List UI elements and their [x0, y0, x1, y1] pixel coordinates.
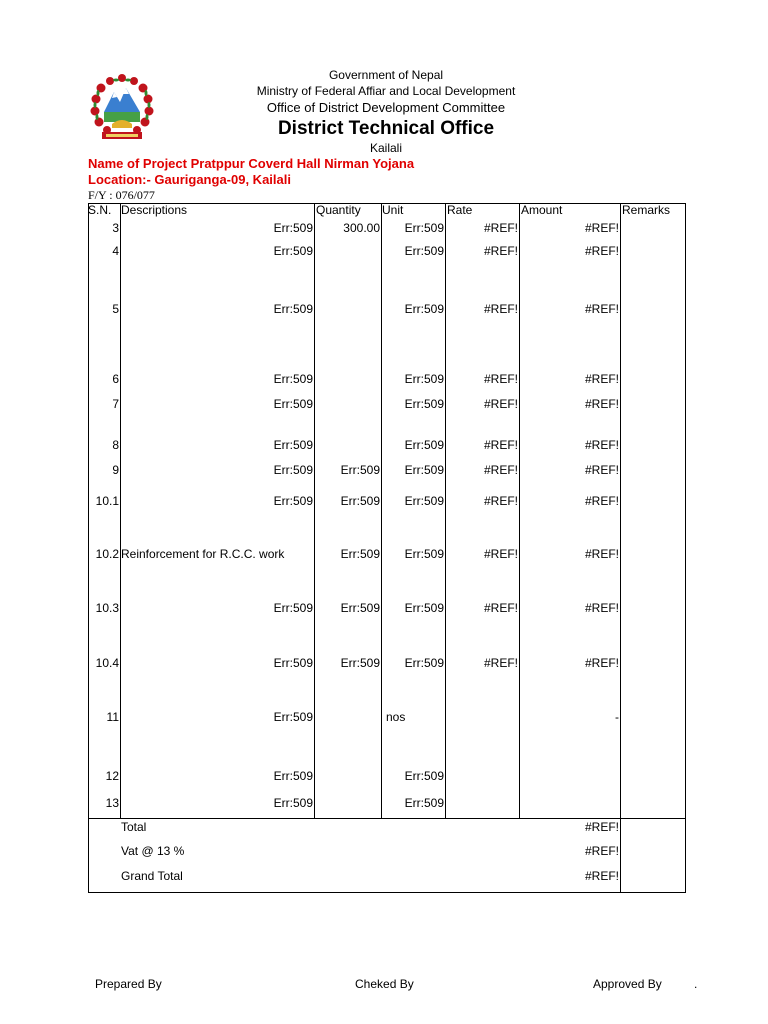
cell-quantity: Err:509 — [340, 547, 380, 561]
cell-sn: 6 — [112, 372, 119, 386]
cell-rate: #REF! — [483, 547, 518, 561]
summary-label: Vat @ 13 % — [121, 844, 185, 858]
office-line: Office of District Development Committee — [266, 100, 506, 115]
cell-rate: #REF! — [483, 601, 518, 615]
cell-sn: 10.1 — [95, 494, 119, 508]
cell-sn: 9 — [112, 463, 119, 477]
cell-unit: Err:509 — [404, 302, 444, 316]
cell-amount: #REF! — [584, 463, 619, 477]
col-header-quantity: Quantity — [316, 203, 361, 217]
cell-rate: #REF! — [483, 438, 518, 452]
cell-quantity: Err:509 — [340, 494, 380, 508]
cell-unit: Err:509 — [404, 372, 444, 386]
summary-amount: #REF! — [584, 869, 619, 883]
prepared-by-label: Prepared By — [95, 977, 162, 991]
cell-amount: #REF! — [584, 438, 619, 452]
summary-amount: #REF! — [584, 844, 619, 858]
checked-by-label: Cheked By — [355, 977, 414, 991]
cell-description: Err:509 — [273, 656, 313, 670]
cell-sn: 3 — [112, 221, 119, 235]
cell-description: Err:509 — [273, 221, 313, 235]
cell-unit: Err:509 — [404, 769, 444, 783]
col-header-remarks: Remarks — [622, 203, 671, 217]
cell-description: Err:509 — [273, 463, 313, 477]
cell-amount: #REF! — [584, 302, 619, 316]
cell-amount: #REF! — [584, 372, 619, 386]
cell-amount: - — [615, 710, 619, 724]
cell-rate: #REF! — [483, 656, 518, 670]
cell-quantity: Err:509 — [340, 463, 380, 477]
cell-amount: #REF! — [584, 494, 619, 508]
cell-quantity: 300.00 — [343, 221, 380, 235]
col-header-amount: Amount — [521, 203, 563, 217]
approved-by-label: Approved By — [593, 977, 662, 991]
cell-unit: Err:509 — [404, 438, 444, 452]
col-header-rate: Rate — [447, 203, 473, 217]
cell-description: Err:509 — [273, 601, 313, 615]
cell-description: Err:509 — [273, 438, 313, 452]
cell-description: Err:509 — [273, 769, 313, 783]
cell-amount: #REF! — [584, 656, 619, 670]
summary-amount: #REF! — [584, 820, 619, 834]
project-location: Location:- Gauriganga-09, Kailali — [88, 172, 291, 187]
col-header-descriptions: Descriptions — [121, 203, 188, 217]
cell-rate: #REF! — [483, 302, 518, 316]
cell-sn: 4 — [112, 244, 119, 258]
cell-unit: Err:509 — [404, 547, 444, 561]
cell-rate: #REF! — [483, 397, 518, 411]
cell-amount: #REF! — [584, 547, 619, 561]
cell-unit: Err:509 — [404, 221, 444, 235]
cell-sn: 7 — [112, 397, 119, 411]
district-line: Kailali — [369, 141, 402, 155]
cell-unit: Err:509 — [404, 397, 444, 411]
cell-description: Err:509 — [273, 710, 313, 724]
cell-unit: Err:509 — [404, 796, 444, 810]
government-line: Government of Nepal — [328, 68, 444, 82]
cell-amount: #REF! — [584, 244, 619, 258]
cell-unit: Err:509 — [404, 244, 444, 258]
cell-amount: #REF! — [584, 601, 619, 615]
cell-amount: #REF! — [584, 397, 619, 411]
cell-rate: #REF! — [483, 244, 518, 258]
col-header-sn: S.N. — [88, 203, 112, 217]
project-name: Name of Project Pratppur Coverd Hall Nirman Yojana — [88, 156, 415, 171]
cell-unit: Err:509 — [404, 601, 444, 615]
cell-sn: 5 — [112, 302, 119, 316]
cell-unit: Err:509 — [404, 463, 444, 477]
summary-label: Total — [121, 820, 147, 834]
cell-description: Err:509 — [273, 397, 313, 411]
cell-description: Reinforcement for R.C.C. work — [121, 547, 285, 561]
cell-rate: #REF! — [483, 494, 518, 508]
cell-description: Err:509 — [273, 494, 313, 508]
cell-rate: #REF! — [483, 463, 518, 477]
cell-description: Err:509 — [273, 372, 313, 386]
summary-label: Grand Total — [121, 869, 183, 883]
cell-quantity: Err:509 — [340, 656, 380, 670]
cell-sn: 10.4 — [95, 656, 119, 670]
cell-unit: nos — [386, 710, 406, 724]
cell-sn: 10.2 — [95, 547, 119, 561]
cell-description: Err:509 — [273, 796, 313, 810]
fiscal-year: F/Y : 076/077 — [88, 188, 155, 202]
cell-rate: #REF! — [483, 372, 518, 386]
cell-unit: Err:509 — [404, 494, 444, 508]
ministry-line: Ministry of Federal Affiar and Local Development — [256, 84, 516, 98]
cell-sn: 8 — [112, 438, 119, 452]
cell-sn: 13 — [105, 796, 119, 810]
cell-amount: #REF! — [584, 221, 619, 235]
cell-sn: 11 — [106, 710, 119, 724]
cell-sn: 10.3 — [95, 601, 119, 615]
cell-unit: Err:509 — [404, 656, 444, 670]
footer-dot: . — [694, 977, 698, 991]
cell-quantity: Err:509 — [340, 601, 380, 615]
col-header-unit: Unit — [382, 203, 404, 217]
page-title: District Technical Office — [277, 118, 495, 139]
cell-sn: 12 — [105, 769, 119, 783]
cell-description: Err:509 — [273, 302, 313, 316]
cell-rate: #REF! — [483, 221, 518, 235]
cell-description: Err:509 — [273, 244, 313, 258]
